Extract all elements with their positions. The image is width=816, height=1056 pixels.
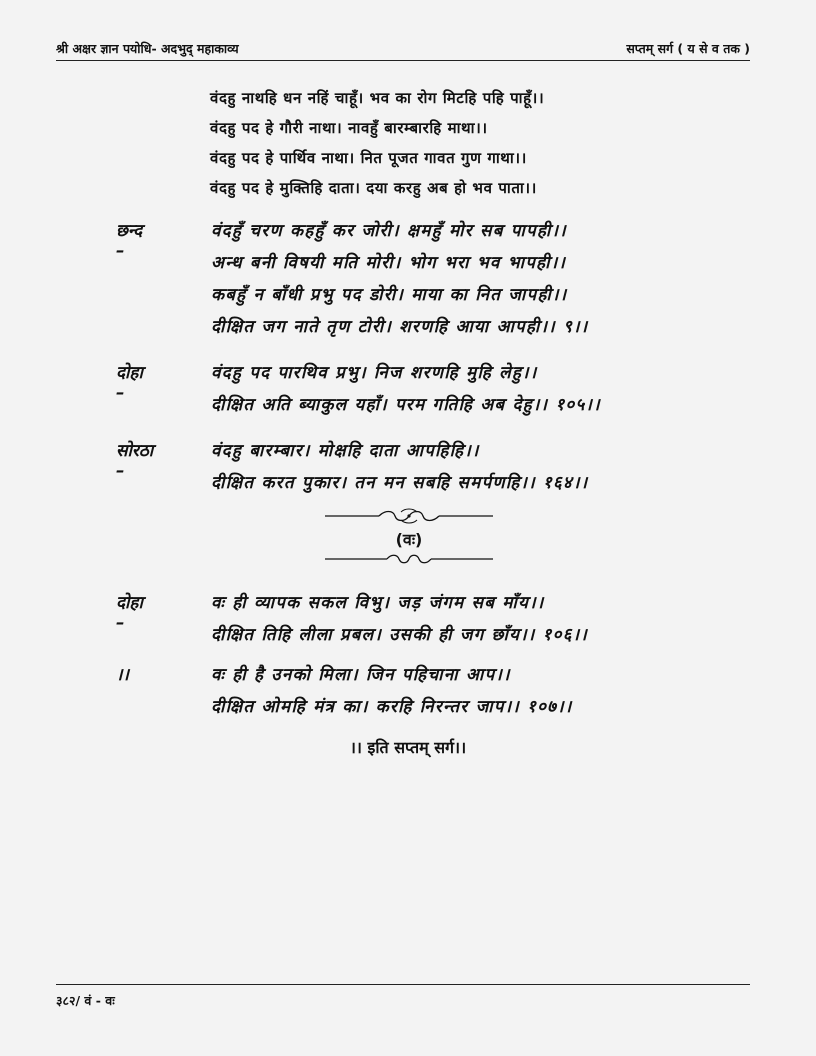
page-header [56, 38, 750, 61]
verse-line: दीक्षित करत पुकार। तन मन सबहि समर्पणहि।। १६४।। [211, 473, 589, 493]
verse-line: वः ही व्यापक सकल विभु। जड़ जंगम सब माँय।। [211, 593, 545, 613]
footer-rule [56, 984, 750, 985]
ornament-divider-top [325, 508, 493, 524]
verse-line: वंदहुँ चरण कहहुँ कर जोरी। क्षमहुँ मोर सब पापही।। [211, 221, 567, 241]
stanza-label: दोहा – [116, 363, 143, 403]
stanza-label: सोरठा – [116, 441, 154, 481]
verse-line: वंदहु पद हे पार्थिव नाथा। नित पूजत गावत गुण गाथा।। [210, 149, 527, 167]
book-title: श्री अक्षर ज्ञान पयोधि- अदभुद् महाकाव्य [56, 41, 239, 56]
verse-line: दीक्षित तिहि लीला प्रबल। उसकी ही जग छाँय।। १०६।। [211, 625, 588, 645]
verse-line: वंदहु पद हे मुक्तिहि दाता। दया करहु अब हो भव पाता।। [210, 179, 537, 197]
chapter-title: सप्तम् सर्ग ( य से व तक ) [626, 41, 750, 56]
verse-line: कबहुँ न बाँधी प्रभु पद डोरी। माया का नित जापही।। [211, 285, 568, 305]
verse-line: वंदहु नाथहि धन नहिं चाहूँ। भव का रोग मिटहि पहि पाहूँ।। [210, 89, 545, 107]
verse-line: अन्ध बनी विषयी मति मोरी। भोग भरा भव भापही।। [211, 253, 566, 273]
verse-line: वंदहु पद हे गौरी नाथा। नावहुँ बारम्बारहि माथा।। [210, 119, 488, 137]
stanza-label: दोहा – [116, 593, 143, 633]
intro-verse [210, 88, 544, 208]
chapter-closing: ।। इति सप्तम् सर्ग।। [349, 738, 467, 757]
verse-line: वः ही है उनको मिला। जिन पहिचाना आप।। [211, 665, 511, 685]
verse-line: वंदहु बारम्बार। मोक्षहि दाता आपहिहि।। [211, 441, 480, 461]
verse-line: दीक्षित अति ब्याकुल यहाँ। परम गतिहि अब देहु।। १०५।। [211, 395, 601, 415]
verse-line: दीक्षित जग नाते तृण टोरी। शरणहि आया आपही।। ९।। [211, 317, 589, 337]
ornament-divider-bottom [325, 551, 493, 567]
stanza-label: ।। [116, 665, 129, 685]
page-footer: ३८२/ वं - वः [56, 993, 115, 1008]
stanza-label: छन्द – [116, 221, 143, 261]
verse-line: दीक्षित ओमहि मंत्र का। करहि निरन्तर जाप।। १०७।। [211, 697, 573, 717]
verse-line: वंदहु पद पारथिव प्रभु। निज शरणहि मुहि लेहु।। [211, 363, 538, 383]
section-heading: (वः) [395, 530, 423, 549]
